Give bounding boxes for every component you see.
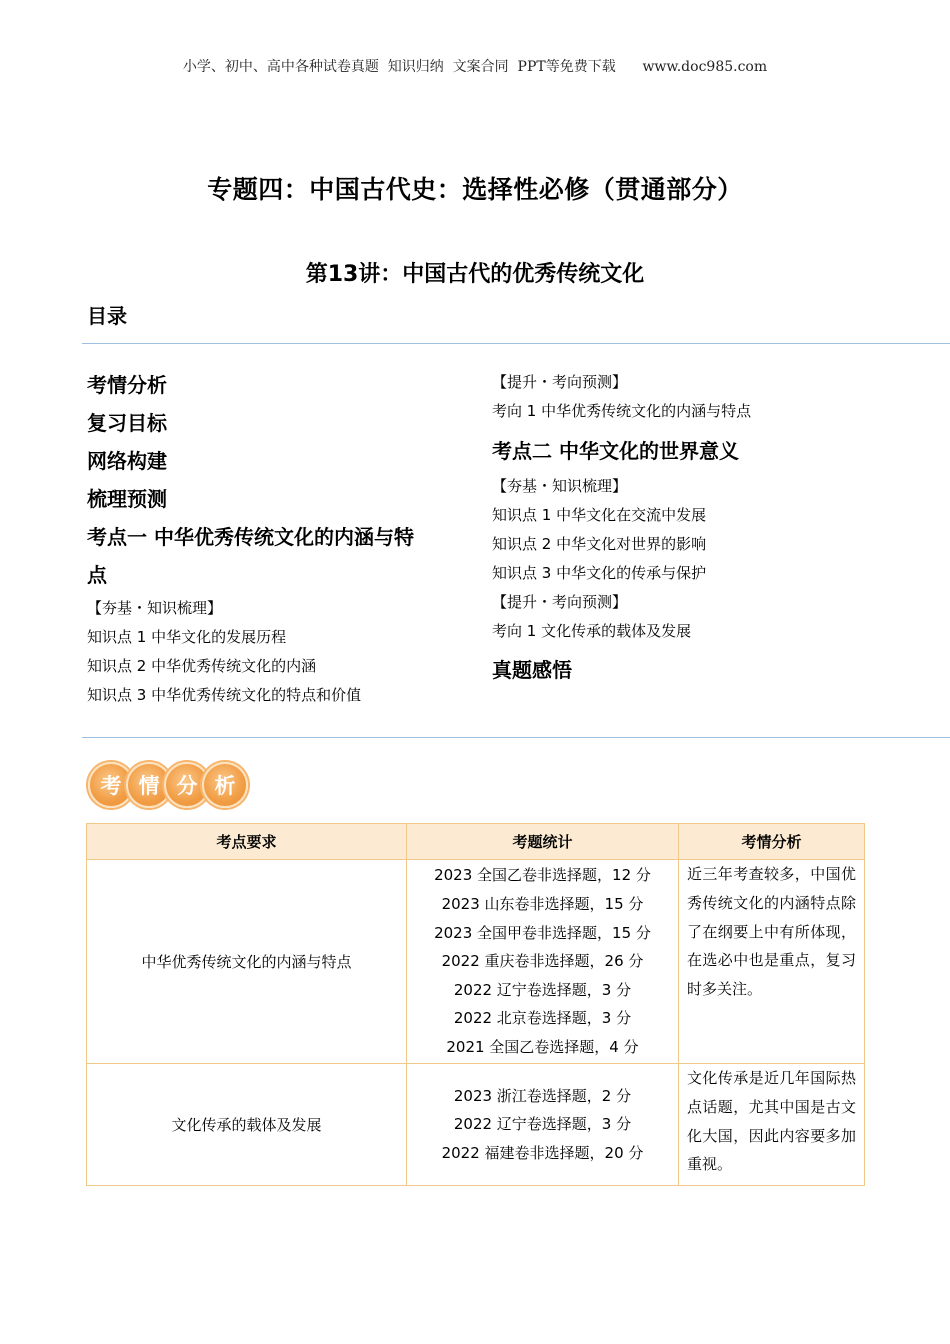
badge-char-3: 分 — [164, 762, 210, 808]
toc-point1-sub-header[interactable]: 【夯基・知识梳理】 — [87, 599, 223, 617]
badge-char-1: 考 — [88, 762, 134, 808]
toc-point1-knowledge-3[interactable]: 知识点 3 中华优秀传统文化的特点和价值 — [87, 686, 362, 704]
stats-cell — [407, 1064, 679, 1186]
header-requirement: 考点要求 — [87, 824, 407, 860]
toc-point2-knowledge-3[interactable]: 知识点 3 中华文化的传承与保护 — [492, 564, 707, 582]
stat-line: 2023 全国甲卷非选择题，15 分 — [434, 923, 651, 942]
toc-real-questions[interactable]: 真题感悟 — [492, 658, 572, 682]
stats-cell — [407, 860, 679, 1064]
table-row — [87, 860, 865, 1064]
toc-bottom-divider — [82, 737, 950, 738]
header-stats: 考题统计 — [407, 824, 679, 860]
toc-direction-2[interactable]: 考向 1 文化传承的载体及发展 — [492, 622, 692, 640]
toc-right-column — [492, 368, 932, 686]
stat-line: 2022 北京卷选择题，3 分 — [453, 1009, 632, 1028]
toc-upgrade-header-1[interactable]: 【提升・考向预测】 — [492, 373, 628, 391]
toc-point2-knowledge-2[interactable]: 知识点 2 中华文化对世界的影响 — [492, 535, 707, 553]
toc-point1-knowledge-2[interactable]: 知识点 2 中华优秀传统文化的内涵 — [87, 657, 317, 675]
requirement-cell: 中华优秀传统文化的内涵与特点 — [87, 860, 407, 1064]
badge-char-2: 情 — [126, 762, 172, 808]
page-title: 专题四：中国古代史：选择性必修（贯通部分） — [207, 175, 743, 204]
table-row — [87, 1064, 865, 1186]
toc-item-analysis[interactable]: 考情分析 — [87, 373, 167, 397]
toc-label: 目录 — [87, 304, 127, 328]
toc-point2-title[interactable]: 考点二 中华文化的世界意义 — [492, 439, 739, 463]
badge-char-4: 析 — [202, 762, 248, 808]
header-analysis: 考情分析 — [679, 824, 865, 860]
analysis-cell: 近三年考查较多，中国优秀传统文化的内涵特点除了在纲要上中有所体现，在选必中也是重点，复习时多关注。 — [679, 860, 865, 1064]
toc-item-network[interactable]: 网络构建 — [87, 449, 167, 473]
analysis-cell: 文化传承是近几年国际热点话题，尤其中国是古文化大国，因此内容要多加重视。 — [679, 1064, 865, 1186]
toc-point1-title-line2: 点 — [87, 563, 107, 587]
toc-item-predict[interactable]: 梳理预测 — [87, 487, 167, 511]
requirement-cell: 文化传承的载体及发展 — [87, 1064, 407, 1186]
toc-point1-knowledge-1[interactable]: 知识点 1 中华文化的发展历程 — [87, 628, 287, 646]
stat-line: 2023 全国乙卷非选择题，12 分 — [434, 866, 651, 885]
toc-upgrade-header-2[interactable]: 【提升・考向预测】 — [492, 593, 628, 611]
stat-line: 2023 浙江卷选择题，2 分 — [453, 1086, 632, 1105]
section-badge — [88, 762, 248, 808]
analysis-table — [86, 823, 865, 1186]
toc-left-column — [87, 370, 477, 710]
toc-point1-title-line1: 考点一 中华优秀传统文化的内涵与特 — [87, 525, 414, 549]
stat-line: 2022 辽宁卷选择题，3 分 — [453, 1115, 632, 1134]
toc-point2-sub-header[interactable]: 【夯基・知识梳理】 — [492, 477, 628, 495]
stat-line: 2022 重庆卷非选择题，26 分 — [441, 952, 644, 971]
toc-item-goals[interactable]: 复习目标 — [87, 411, 167, 435]
toc-direction-1[interactable]: 考向 1 中华优秀传统文化的内涵与特点 — [492, 402, 752, 420]
stat-line: 2021 全国乙卷选择题，4 分 — [446, 1037, 639, 1056]
page-subtitle: 第13讲：中国古代的优秀传统文化 — [305, 262, 645, 287]
header-banner: 小学、初中、高中各种试卷真题 知识归纳 文案合同 PPT等免费下载 www.doc985.com — [182, 59, 768, 75]
toc-point1-title[interactable] — [87, 522, 477, 594]
toc-point2-knowledge-1[interactable]: 知识点 1 中华文化在交流中发展 — [492, 506, 707, 524]
stat-line: 2022 福建卷非选择题，20 分 — [441, 1143, 644, 1162]
toc-top-divider — [82, 343, 950, 344]
stat-line: 2023 山东卷非选择题，15 分 — [441, 895, 644, 914]
table-header-row — [87, 824, 865, 860]
stat-line: 2022 辽宁卷选择题，3 分 — [453, 980, 632, 999]
